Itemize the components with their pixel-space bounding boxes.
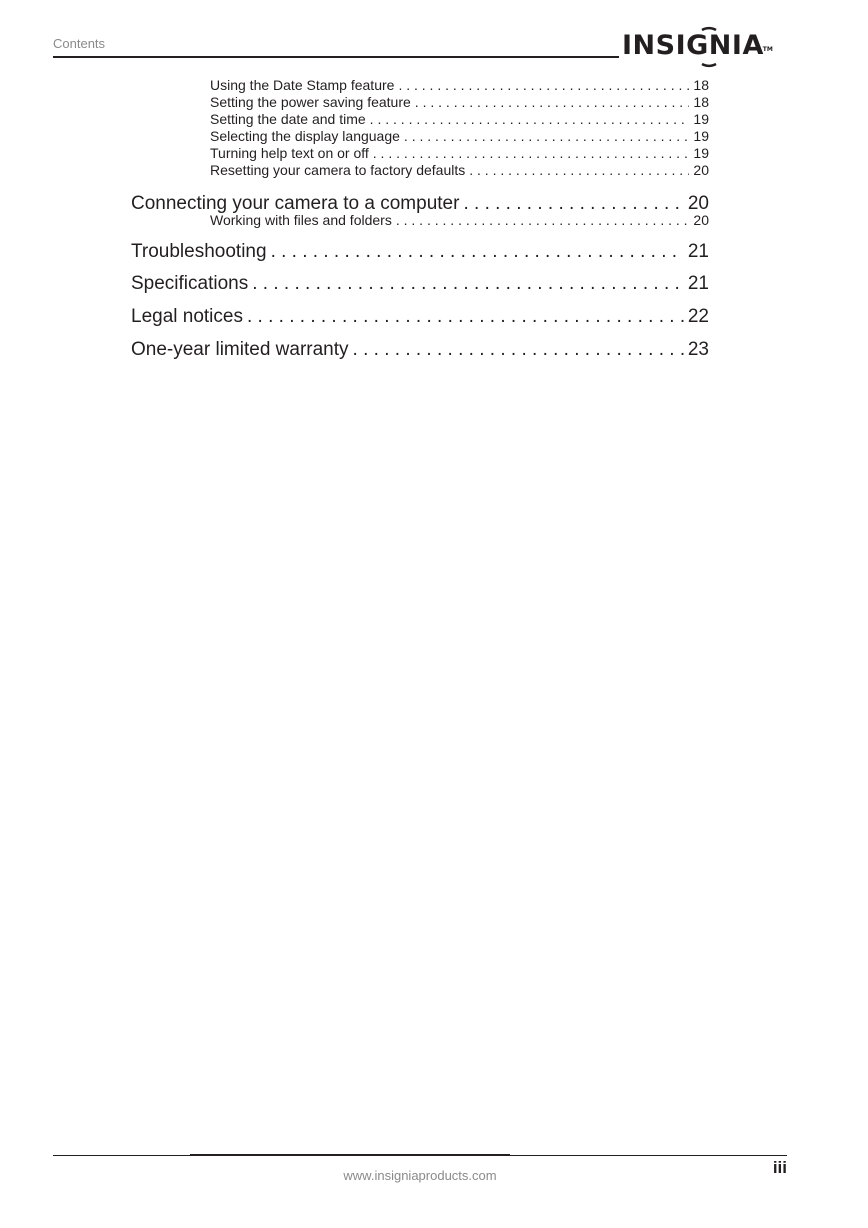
logo-trademark: TM: [762, 46, 773, 53]
toc-entry-title: Working with files and folders: [210, 212, 392, 228]
toc-entry-title: Setting the date and time: [210, 111, 366, 127]
insignia-logo: [622, 30, 773, 61]
toc-leader-dots: [398, 77, 689, 94]
footer-rule-accent: [190, 1154, 510, 1156]
toc-leader-dots: [396, 212, 690, 229]
toc-leader-dots: [247, 305, 684, 329]
header-rule: [53, 56, 619, 58]
toc-entry-warranty[interactable]: [131, 338, 709, 362]
toc-entry-page: 20: [687, 193, 709, 214]
section-label: Contents: [53, 36, 106, 51]
toc-leader-dots: [271, 240, 684, 264]
toc-entry-title: Using the Date Stamp feature: [210, 77, 395, 93]
toc-entry-page: 21: [687, 241, 709, 262]
toc-entry-title: One-year limited warranty: [131, 339, 349, 360]
toc-entry-page: 19: [693, 111, 709, 127]
toc-entry-page: 23: [687, 339, 709, 360]
toc-entry-title: Turning help text on or off: [210, 145, 369, 161]
toc-entry-title: Specifications: [131, 273, 249, 294]
logo-text: INSIGNIA: [622, 30, 764, 61]
toc-leader-dots: [252, 272, 684, 296]
toc-entry-page: 22: [687, 306, 709, 327]
toc-entry-display-language[interactable]: [210, 128, 709, 145]
page-number: iii: [772, 1158, 787, 1177]
toc-entry-files-folders[interactable]: [210, 212, 709, 229]
toc-entry-troubleshooting[interactable]: [131, 240, 709, 264]
toc-leader-dots: [415, 94, 690, 111]
toc-leader-dots: [373, 145, 690, 162]
toc-entry-page: 20: [693, 162, 709, 178]
toc-leader-dots: [370, 111, 690, 128]
toc-entry-title: Selecting the display language: [210, 128, 400, 144]
toc-entry-factory-defaults[interactable]: [210, 162, 709, 179]
toc-entry-title: Troubleshooting: [131, 241, 267, 262]
toc-entry-title: Setting the power saving feature: [210, 94, 411, 110]
toc-entry-title: Legal notices: [131, 306, 243, 327]
toc-entry-legal-notices[interactable]: [131, 305, 709, 329]
toc-entry-power-saving[interactable]: [210, 94, 709, 111]
toc-entry-help-text[interactable]: [210, 145, 709, 162]
toc-entry-page: 18: [693, 94, 709, 110]
toc-entry-page: 21: [687, 273, 709, 294]
toc-entry-title: Resetting your camera to factory defaults: [210, 162, 466, 178]
footer-url[interactable]: www.insigniaproducts.com: [343, 1168, 497, 1183]
toc-entry-page: 19: [693, 145, 709, 161]
toc-leader-dots: [353, 338, 684, 362]
toc-entry-title: Connecting your camera to a computer: [131, 193, 460, 214]
toc-entry-specifications[interactable]: [131, 272, 709, 296]
toc-entry-page: 19: [693, 128, 709, 144]
toc-entry-page: 18: [693, 77, 709, 93]
toc-entry-page: 20: [693, 212, 709, 228]
toc-leader-dots: [469, 162, 689, 179]
toc-entry-date-stamp[interactable]: [210, 77, 709, 94]
toc-entry-date-time[interactable]: [210, 111, 709, 128]
toc-leader-dots: [404, 128, 690, 145]
